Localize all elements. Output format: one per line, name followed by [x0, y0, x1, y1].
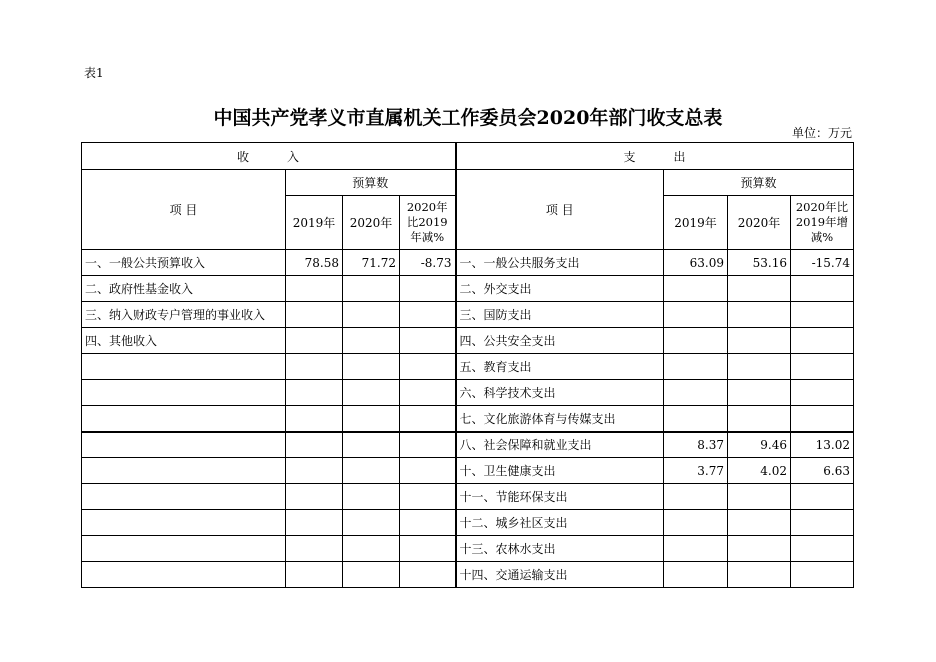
income-value-2020: [343, 536, 400, 562]
expense-change: [791, 276, 854, 302]
income-item-label: 三、纳入财政专户管理的事业收入: [82, 302, 286, 328]
income-col-2020: 2020年: [343, 196, 400, 250]
income-value-2019: [286, 380, 343, 406]
income-budget-header: 预算数: [286, 170, 456, 196]
income-item-label: [82, 406, 286, 432]
income-change: [400, 276, 456, 302]
income-value-2019: [286, 432, 343, 458]
income-value-2020: [343, 328, 400, 354]
income-value-2020: [343, 562, 400, 588]
expense-col-2020: 2020年: [728, 196, 791, 250]
expense-value-2019: [664, 536, 728, 562]
expense-value-2020: 53.16: [728, 250, 791, 276]
income-col-2019: 2019年: [286, 196, 343, 250]
expense-value-2019: 63.09: [664, 250, 728, 276]
income-change: [400, 510, 456, 536]
table-row: [82, 458, 854, 484]
income-item-label: [82, 536, 286, 562]
income-value-2020: 71.72: [343, 250, 400, 276]
income-value-2020: [343, 510, 400, 536]
expense-item-label: 五、教育支出: [456, 354, 664, 380]
expense-item-label: 三、国防支出: [456, 302, 664, 328]
income-value-2019: [286, 406, 343, 432]
expense-change: 6.63: [791, 458, 854, 484]
expense-col-change: 2020年比2019年增减%: [791, 196, 854, 250]
expense-item-label: 四、公共安全支出: [456, 328, 664, 354]
expense-value-2019: [664, 302, 728, 328]
table-row: [82, 510, 854, 536]
income-item-label: [82, 562, 286, 588]
expense-item-label: 七、文化旅游体育与传媒支出: [456, 406, 664, 432]
expense-change: -15.74: [791, 250, 854, 276]
income-value-2020: [343, 276, 400, 302]
expense-value-2020: [728, 354, 791, 380]
expense-value-2020: [728, 562, 791, 588]
income-item-label: [82, 354, 286, 380]
expense-change: [791, 354, 854, 380]
income-value-2020: [343, 354, 400, 380]
income-item-label: [82, 484, 286, 510]
income-value-2019: [286, 354, 343, 380]
table-row: [82, 536, 854, 562]
income-value-2019: [286, 484, 343, 510]
expense-value-2019: 3.77: [664, 458, 728, 484]
table-row: [82, 250, 854, 276]
table-row: [82, 562, 854, 588]
expense-budget-header: 预算数: [664, 170, 854, 196]
expense-change: [791, 536, 854, 562]
income-change: [400, 484, 456, 510]
table-row: [82, 328, 854, 354]
table-row: [82, 302, 854, 328]
income-value-2019: [286, 276, 343, 302]
income-value-2019: [286, 510, 343, 536]
income-value-2019: [286, 328, 343, 354]
expense-item-label: 一、一般公共服务支出: [456, 250, 664, 276]
expense-value-2020: [728, 406, 791, 432]
income-value-2019: [286, 536, 343, 562]
expense-item-label: 十三、农林水支出: [456, 536, 664, 562]
unit-label: 单位：万元: [791, 126, 852, 140]
expense-value-2020: [728, 276, 791, 302]
expense-value-2019: 8.37: [664, 432, 728, 458]
expense-item-label: 二、外交支出: [456, 276, 664, 302]
expense-col-2019: 2019年: [664, 196, 728, 250]
table-row: [82, 484, 854, 510]
expense-value-2020: [728, 380, 791, 406]
income-value-2020: [343, 484, 400, 510]
income-change: [400, 406, 456, 432]
expense-value-2020: 9.46: [728, 432, 791, 458]
sheet-label: 表1: [84, 66, 104, 80]
table-row: [82, 276, 854, 302]
expense-change: [791, 484, 854, 510]
income-value-2020: [343, 406, 400, 432]
expense-value-2020: [728, 328, 791, 354]
income-item-label: [82, 380, 286, 406]
income-change: [400, 302, 456, 328]
expense-item-label: 六、科学技术支出: [456, 380, 664, 406]
expense-value-2019: [664, 484, 728, 510]
expense-value-2019: [664, 354, 728, 380]
expense-change: [791, 562, 854, 588]
income-item-label: 四、其他收入: [82, 328, 286, 354]
table-row: [82, 406, 854, 432]
income-change: [400, 328, 456, 354]
income-change: [400, 380, 456, 406]
income-change: -8.73: [400, 250, 456, 276]
expense-item-label: 八、社会保障和就业支出: [456, 432, 664, 458]
expense-change: [791, 302, 854, 328]
income-item-label: [82, 458, 286, 484]
expense-item-header: 项 目: [456, 170, 664, 250]
expense-change: [791, 406, 854, 432]
income-item-label: [82, 510, 286, 536]
income-item-label: [82, 432, 286, 458]
expense-value-2020: [728, 484, 791, 510]
income-change: [400, 354, 456, 380]
income-item-label: 一、一般公共预算收入: [82, 250, 286, 276]
income-value-2020: [343, 432, 400, 458]
expense-item-label: 十、卫生健康支出: [456, 458, 664, 484]
expense-value-2020: 4.02: [728, 458, 791, 484]
expense-value-2020: [728, 510, 791, 536]
income-item-header: 项 目: [82, 170, 286, 250]
income-value-2019: [286, 458, 343, 484]
expense-item-label: 十四、交通运输支出: [456, 562, 664, 588]
expense-value-2019: [664, 406, 728, 432]
expense-value-2019: [664, 562, 728, 588]
income-item-label: 二、政府性基金收入: [82, 276, 286, 302]
table-row: [82, 354, 854, 380]
expense-value-2019: [664, 510, 728, 536]
expense-change: [791, 380, 854, 406]
page-title: 中国共产党孝义市直属机关工作委员会2020年部门收支总表: [213, 107, 723, 129]
expense-value-2020: [728, 302, 791, 328]
expense-change: [791, 328, 854, 354]
expense-section-header: 支 出: [456, 143, 854, 170]
expense-item-label: 十二、城乡社区支出: [456, 510, 664, 536]
expense-value-2019: [664, 276, 728, 302]
income-value-2020: [343, 302, 400, 328]
income-value-2019: [286, 562, 343, 588]
expense-change: 13.02: [791, 432, 854, 458]
income-section-header: 收 入: [82, 143, 456, 170]
income-change: [400, 536, 456, 562]
expense-value-2020: [728, 536, 791, 562]
table-row: [82, 380, 854, 406]
budget-summary-table: [81, 142, 854, 588]
income-col-change: 2020年比2019年减%: [400, 196, 456, 250]
expense-item-label: 十一、节能环保支出: [456, 484, 664, 510]
income-change: [400, 562, 456, 588]
income-change: [400, 432, 456, 458]
expense-value-2019: [664, 380, 728, 406]
income-value-2019: 78.58: [286, 250, 343, 276]
expense-value-2019: [664, 328, 728, 354]
income-change: [400, 458, 456, 484]
income-value-2020: [343, 458, 400, 484]
income-value-2020: [343, 380, 400, 406]
table-row: [82, 432, 854, 458]
expense-change: [791, 510, 854, 536]
income-value-2019: [286, 302, 343, 328]
